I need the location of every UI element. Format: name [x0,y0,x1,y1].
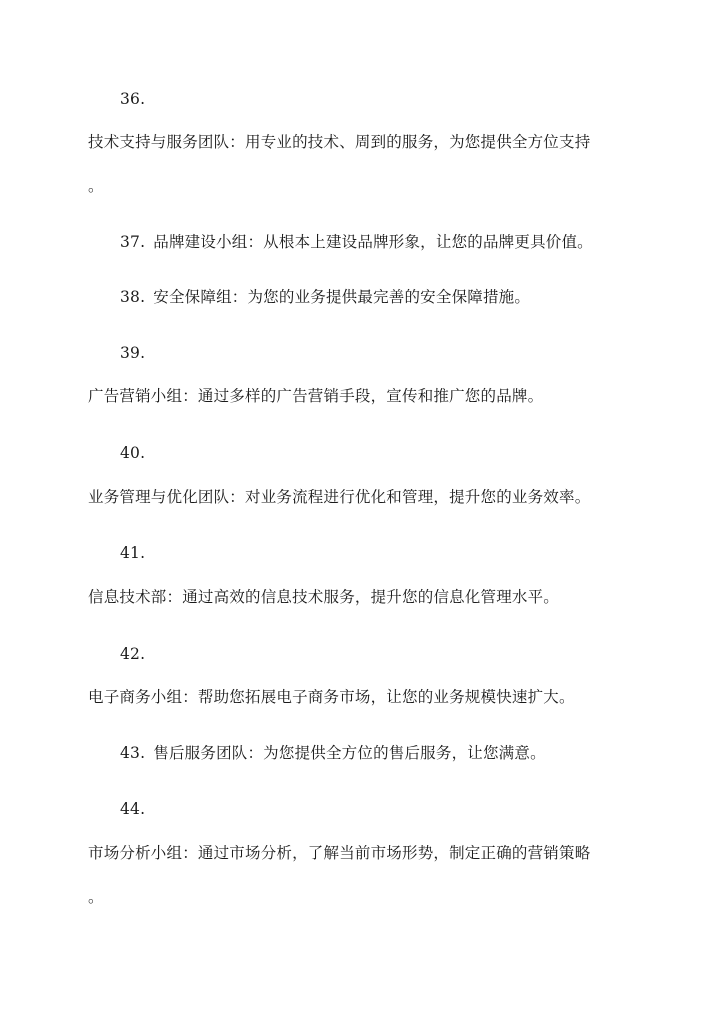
entry-44-text-line-1: 市场分析小组：通过市场分析，了解当前市场形势，制定正确的营销策略 [88,844,591,862]
entry-42-number: 42. [120,645,146,663]
entry-36-text-line-2: 。 [88,177,104,195]
entry-43 [120,743,546,763]
entry-44-text-line-2: 。 [88,888,104,906]
entry-38-number: 38. [120,288,146,306]
entry-37 [120,232,593,252]
entry-44-number: 44. [120,800,146,818]
entry-43-text: 售后服务团队：为您提供全方位的售后服务，让您满意。 [153,744,546,762]
entry-40-number: 40. [120,444,146,462]
entry-39-number: 39. [120,344,146,362]
entry-39-text: 广告营销小组：通过多样的广告营销手段，宣传和推广您的品牌。 [88,387,544,405]
entry-38 [120,287,530,307]
entry-36-text-line-1: 技术支持与服务团队：用专业的技术、周到的服务，为您提供全方位支持 [88,133,591,151]
entry-40-text: 业务管理与优化团队：对业务流程进行优化和管理，提升您的业务效率。 [88,488,591,506]
entry-37-text: 品牌建设小组：从根本上建设品牌形象，让您的品牌更具价值。 [153,233,593,251]
entry-41-number: 41. [120,544,146,562]
entry-37-number: 37. [120,233,146,251]
entry-38-text: 安全保障组：为您的业务提供最完善的安全保障措施。 [153,288,531,306]
entry-36-number: 36. [120,90,146,108]
entry-43-number: 43. [120,744,146,762]
entry-41-text: 信息技术部：通过高效的信息技术服务，提升您的信息化管理水平。 [88,588,560,606]
entry-42-text: 电子商务小组：帮助您拓展电子商务市场，让您的业务规模快速扩大。 [88,688,575,706]
